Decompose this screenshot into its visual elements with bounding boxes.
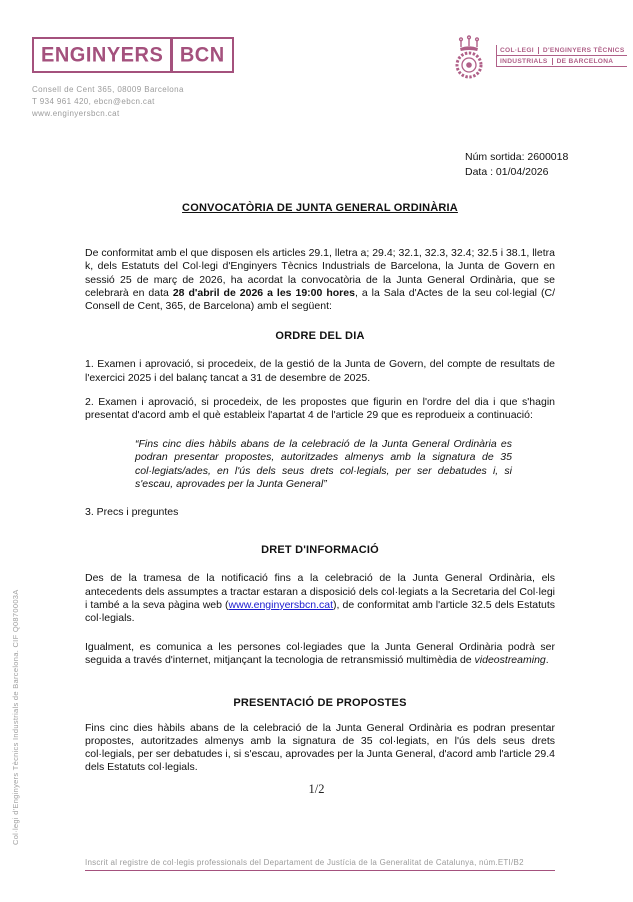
- outgoing-registry-block: [465, 150, 568, 180]
- address-line: Consell de Cent 365, 08009 Barcelona: [32, 85, 184, 94]
- college-name-de-barcelona: DE BARCELONA: [552, 58, 614, 65]
- agenda-item-1: 1. Examen i aprovació, si procedeix, de la gestió de la Junta de Govern, del compte de resultats de l'exercici 2025 i del balanç tancat a 31 de desembre de 2025.: [85, 358, 555, 384]
- college-name-lockup: [496, 45, 627, 67]
- streaming-paragraph: [85, 641, 555, 667]
- registry-footer: Inscrit al registre de col·legis professionals del Departament de Justícia de la Generalitat de Catalunya, núm.ETI/B2: [85, 858, 555, 871]
- side-cif-text: Col·legi d'Enginyers Tècnics Industrials de Barcelona. CIF Q0870003A: [11, 589, 20, 845]
- videostreaming-term: videostreaming: [474, 654, 546, 667]
- document-date: Data : 01/04/2026: [465, 166, 549, 178]
- header-address-block: [32, 84, 184, 120]
- intro-text-1: De conformitat amb el que disposen els articles 29.1, lletra a; 29.4; 32.1, 32.3, 32.4; 32.5 i 38.1, lletra k, dels Estatuts del Col·legi d'Enginyers Tècnics Industrials de Barcelona, la Junta de Govern en sessió 25 de març de 2026, ha acordat la convocatòria de la Junta General Ordinària, que se celebrarà en data: [85, 247, 555, 299]
- section-heading-presentacio-propostes: PRESENTACIÓ DE PROPOSTES: [233, 696, 407, 709]
- proposals-paragraph: Fins cinc dies hàbils abans de la celebració de la Junta General Ordinària es podran presentar propostes, autoritzades almenys amb la signatura de 35 col·legiats, en l'ús dels seus drets col·legials, per ser debatudes i, si s'escau, aprovades per la Junta General, d'acord amb l'article 29.4 dels Estatuts col·legials.: [85, 721, 555, 774]
- college-name-collegi: COL·LEGI: [500, 46, 534, 54]
- section-heading-ordre-del-dia: ORDRE DEL DIA: [275, 330, 365, 343]
- document-body: [85, 202, 555, 775]
- meeting-datetime: 28 d'abril de 2026 a les 19:00 hores: [172, 286, 355, 299]
- college-name-row-2: [497, 56, 627, 67]
- crest-icon: [449, 35, 489, 81]
- enginyers-bcn-logo: [32, 37, 234, 73]
- num-sortida: Núm sortida: 2600018: [465, 151, 569, 163]
- college-name-industrials: INDUSTRIALS: [500, 57, 548, 65]
- document-title: CONVOCATÒRIA DE JUNTA GENERAL ORDINÀRIA: [182, 202, 458, 214]
- college-crest-block: [449, 35, 627, 81]
- intro-text-2: , a la Sala d'Actes de la seu col·legial (C/ Consell de Cent, 365, de Barcelona) amb el següent:: [85, 286, 555, 313]
- logo-text-bcn: BCN: [179, 42, 225, 67]
- dret-text-1: Des de la tramesa de la notificació fins a la celebració de la Junta General Ordinària, els antecedents dels assumptes a tractar estaran a disposició dels col·legiats a la Secretaria del Col·legi i també a la seva pàgina web (: [85, 572, 555, 611]
- intro-paragraph: [85, 247, 555, 313]
- section-heading-dret-informacio: DRET D'INFORMACIÓ: [261, 544, 379, 557]
- streaming-text-2: .: [545, 654, 549, 667]
- agenda-item-3: 3. Precs i preguntes: [85, 506, 179, 519]
- address-phone-email-line: T 934 961 420, ebcn@ebcn.cat: [32, 97, 155, 106]
- statute-quote: “Fins cinc dies hàbils abans de la celebració de la Junta General Ordinària es podran presentar propostes, autoritzades almenys amb la signatura de 35 col·legiats/ades, en l'ús dels seus drets col·legials, per ser debatudes i, si s'escau, aprovades per la Junta General”: [135, 438, 512, 490]
- streaming-text-1: Igualment, es comunica a les persones col·legiades que la Junta General Ordinària podrà ser seguida a través d'internet, mitjançant la tecnologia de retransmissió multimèdia de: [85, 641, 555, 667]
- page-number: 1/2: [308, 782, 325, 796]
- logo-text-enginyers: ENGINYERS: [41, 42, 164, 67]
- address-website-line: www.enginyersbcn.cat: [32, 109, 120, 118]
- college-name-row-1: [497, 45, 627, 56]
- website-link[interactable]: www.enginyersbcn.cat: [228, 598, 334, 611]
- information-rights-paragraph: [85, 572, 555, 625]
- dret-text-2: ), de conformitat amb l'article 32.5 dels Estatuts col·legials.: [85, 598, 555, 625]
- agenda-item-2: 2. Examen i aprovació, si procedeix, de les propostes que figurin en l'ordre del dia i que s'hagin presentat d'acord amb el què estableix l'apartat 4 de l'article 29 que es reprodueix a continuació:: [85, 395, 555, 422]
- college-name-denginyers: D'ENGINYERS TÈCNICS: [538, 47, 625, 54]
